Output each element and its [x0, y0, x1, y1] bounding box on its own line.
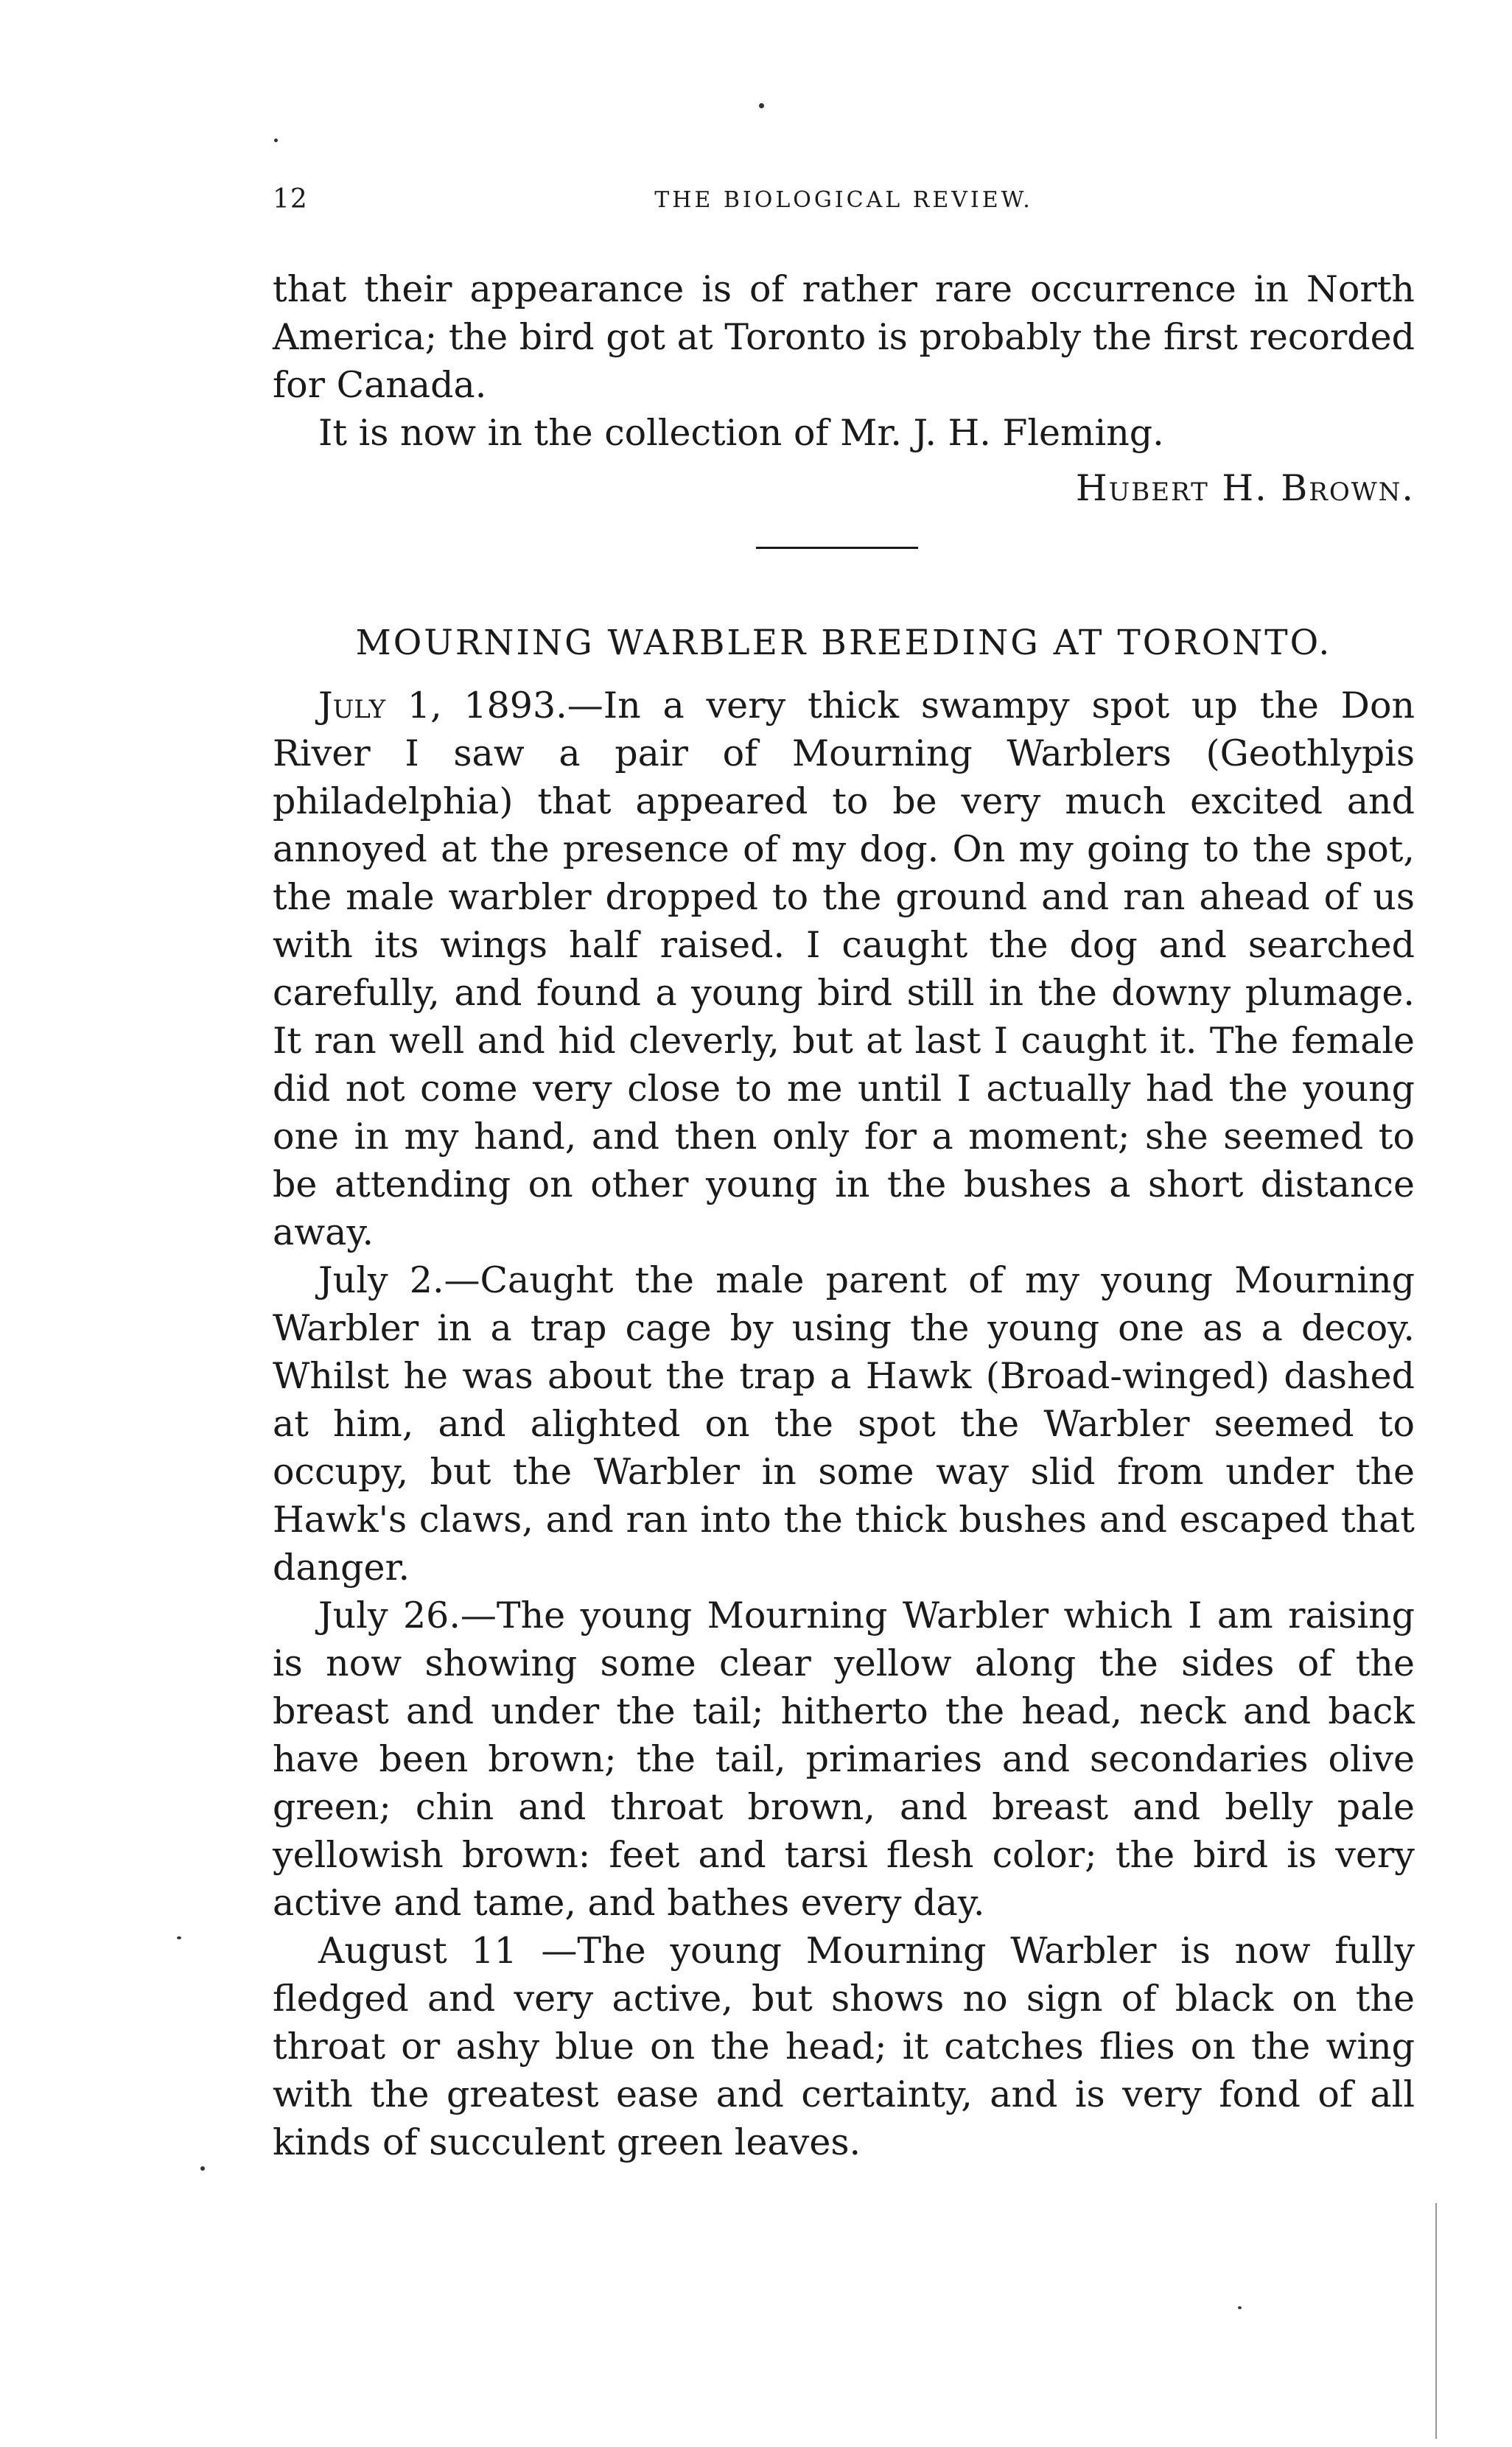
paragraph: It is now in the collection of Mr. J. H. Fleming. — [318, 412, 1164, 454]
scan-speck — [759, 103, 764, 108]
author-signature: Hubert H. Brown. — [1075, 467, 1415, 509]
article-body — [273, 682, 1415, 2166]
journal-title: THE BIOLOGICAL REVIEW. — [654, 187, 1033, 213]
running-head — [273, 184, 1415, 228]
entry-text: —The young Mourning Warbler is now fully fledged and very active, but shows no sign of black on the throat or ashy blue on the head; it catches flies on the wing with the greatest ease and certainty, and is very fond of all kinds of succulent green leaves. — [273, 1930, 1415, 2163]
diary-entry — [273, 1256, 1415, 1592]
page-number: 12 — [273, 184, 308, 214]
entry-text: —The young Mourning Warbler which I am raising is now showing some clear yellow along the sides of the breast and under the tail; hitherto the head, neck and back have been brown; the tail, primaries and secondaries olive green; chin and throat brown, and breast and belly pale yellowish brown: feet and tarsi flesh color; the bird is very active and tame, and bathes every day. — [273, 1594, 1415, 1924]
entry-text: —In a very thick swampy spot up the Don River I saw a pair of Mourning Warblers (Geothlypis philadelphia) that appeared to be very much excited and annoyed at the presence of my dog. On my going to the spot, the male warbler dropped to the ground and ran ahead of us with its wings half raised. I caught the dog and searched carefully, and found a young bird still in the downy plumage. It ran well and hid cleverly, but at last I caught it. The female did not come very close to me until I actually had the young one in my hand, and then only for a moment; she seemed to be attending on other young in the bushes a short distance away. — [273, 685, 1415, 1253]
scan-speck — [177, 1936, 181, 1939]
entry-date: July 26. — [318, 1594, 461, 1636]
scan-speck — [200, 2166, 205, 2171]
section-divider — [756, 547, 918, 549]
diary-entry — [273, 1927, 1415, 2166]
entry-date: July 2. — [318, 1259, 444, 1301]
diary-entry — [273, 1592, 1415, 1927]
previous-article-ending — [273, 265, 1415, 457]
scan-speck — [1238, 2306, 1242, 2309]
scan-speck — [274, 139, 278, 142]
entry-date: July 1, 1893. — [318, 685, 567, 727]
scan-edge-mark — [1435, 2203, 1437, 2439]
paragraph: that their appearance is of rather rare occurrence in North America; the bird got at Toronto is probably the first recorded for Canada. — [273, 268, 1415, 406]
entry-date: August 11 — [318, 1930, 517, 1972]
entry-text: —Caught the male parent of my young Mourning Warbler in a trap cage by using the young one as a decoy. Whilst he was about the trap a Hawk (Broad-winged) dashed at him, and alighted on the spot the Warbler seemed to occupy, but the Warbler in some way slid from under the Hawk's claws, and ran into the thick bushes and escaped that danger. — [273, 1259, 1415, 1589]
diary-entry — [273, 682, 1415, 1256]
article-title: MOURNING WARBLER BREEDING AT TORONTO. — [355, 623, 1332, 663]
